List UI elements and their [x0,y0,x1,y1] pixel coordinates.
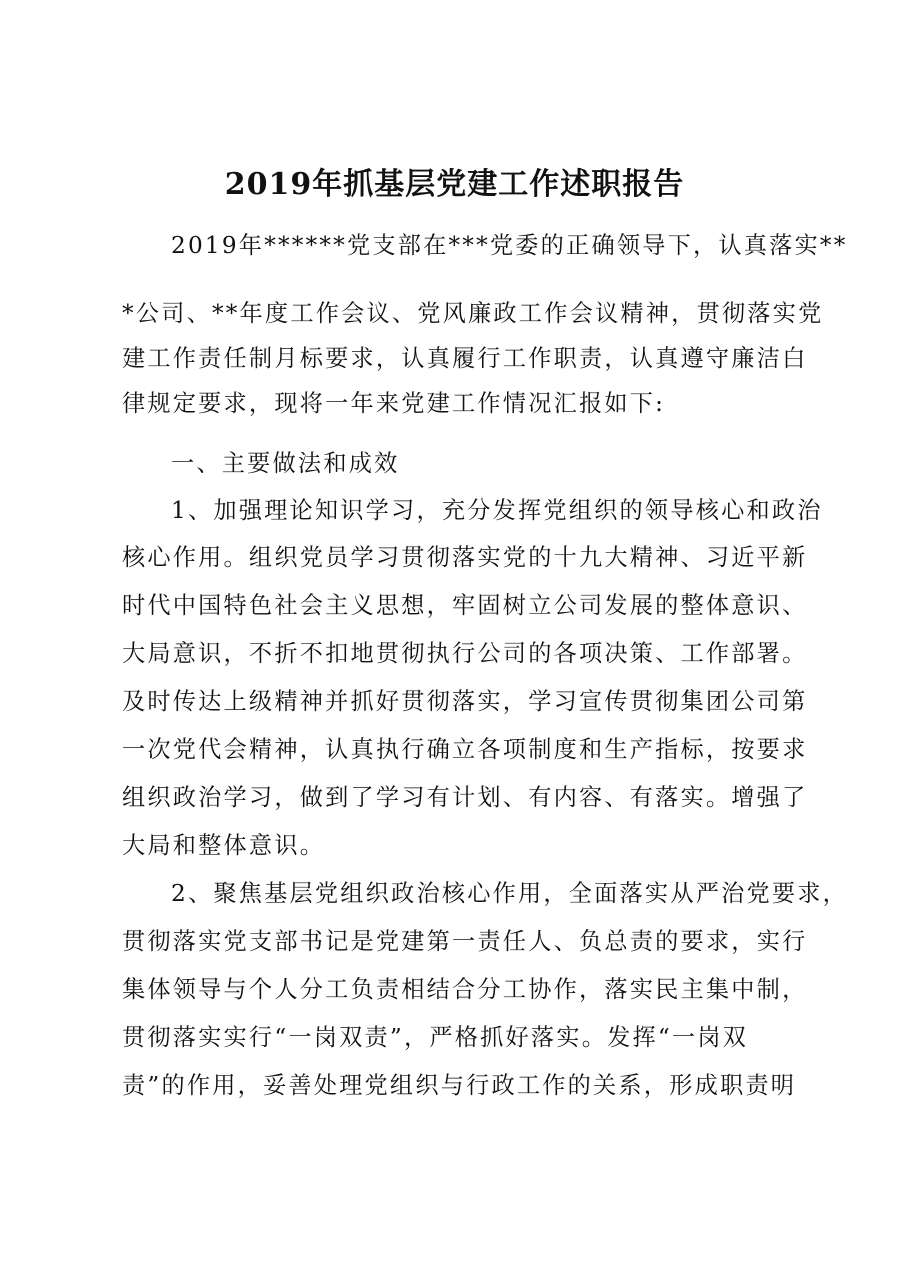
paragraph-line: 组织政治学习，做到了学习有计划、有内容、有落实。增强了 [122,784,808,811]
paragraph-line: 1、加强理论知识学习，充分发挥党组织的领导核心和政治 [171,497,823,524]
paragraph-line: *公司、**年度工作会议、党风廉政工作会议精神，贯彻落实党 [122,300,824,327]
paragraph-line: 及时传达上级精神并抓好贯彻落实，学习宣传贯彻集团公司第 [122,688,808,715]
paragraph-line: 核心作用。组织党员学习贯彻落实党的十九大精神、习近平新 [122,544,808,571]
paragraph-line: 贯彻落实党支部书记是党建第一责任人、负总责的要求，实行 [122,928,808,955]
paragraph-line: 时代中国特色社会主义思想，牢固树立公司发展的整体意识、 [122,592,808,619]
paragraph-line: 建工作责任制月标要求，认真履行工作职责，认真遵守廉洁白 [122,345,808,372]
document-title: 2019年抓基层党建工作述职报告 [224,167,685,202]
paragraph-line: 2、聚焦基层党组织政治核心作用，全面落实从严治党要求， [171,880,849,907]
paragraph-line: 责”的作用，妥善处理党组织与行政工作的关系，形成职责明 [122,1072,797,1099]
section-heading: 一、主要做法和成效 [171,450,400,477]
paragraph-line: 贯彻落实实行“一岗双责”，严格抓好落实。发挥“一岗双 [122,1024,749,1051]
paragraph-line: 一次党代会精神，认真执行确立各项制度和生产指标，按要求 [122,736,808,763]
paragraph-line: 大局意识，不折不扣地贯彻执行公司的各项决策、工作部署。 [122,640,808,667]
paragraph-line: 2019年******党支部在***党委的正确领导下，认真落实** [171,232,848,259]
paragraph-line: 大局和整体意识。 [122,832,326,859]
paragraph-line: 集体领导与个人分工负责相结合分工协作，落实民主集中制， [122,976,808,1003]
paragraph-line: 律规定要求，现将一年来党建工作情况汇报如下: [122,390,666,417]
